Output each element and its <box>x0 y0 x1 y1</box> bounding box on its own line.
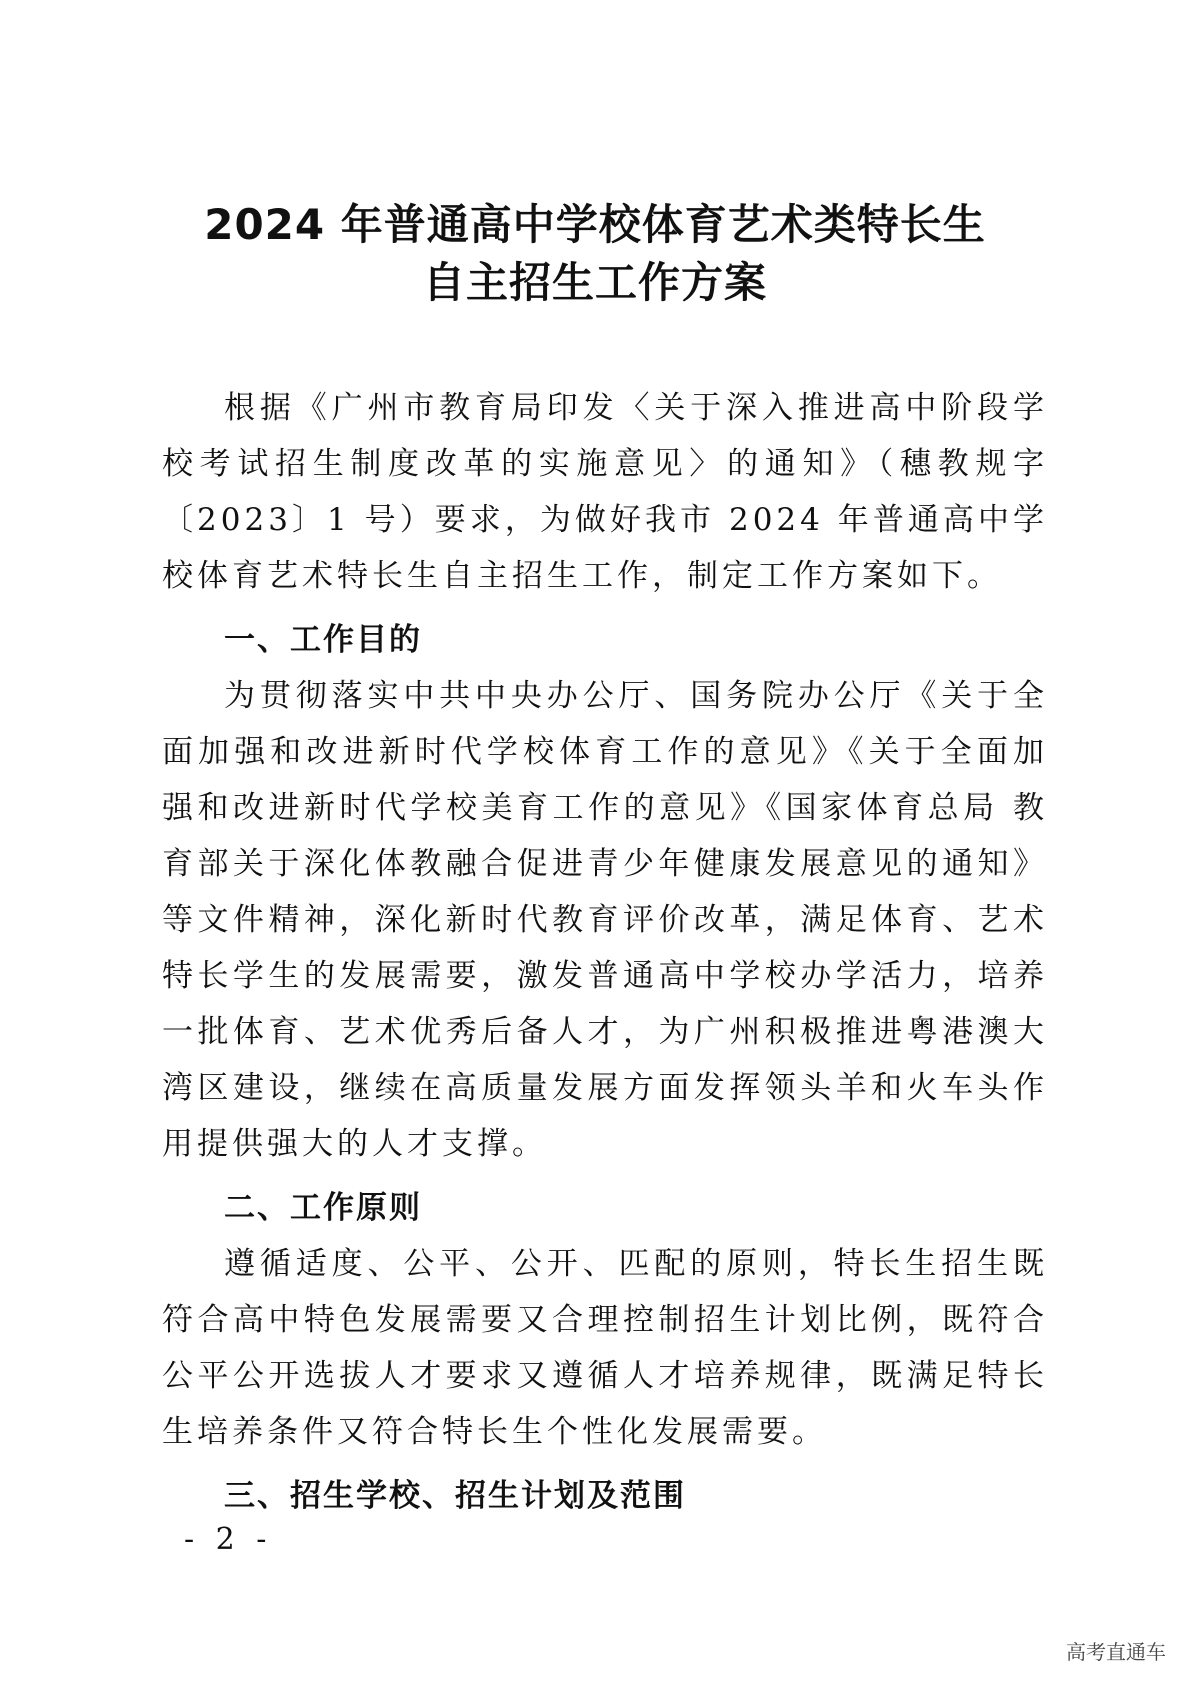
document-body <box>162 380 1048 1524</box>
section-heading-schools: 三、招生学校、招生计划及范围 <box>224 1478 686 1514</box>
section-text-purpose: 为贯彻落实中共中央办公厅、国务院办公厅《关于全面加强和改进新时代学校体育工作的意见》《关于全面加强和改进新时代学校美育工作的意见》《国家体育总局 教育部关于深化体教融合促进青少年健康发展意见的通知》等文件精神，深化新时代教育评价改革，满足体育、艺术特长学生的发展需要，激发普通高中学校办学活力，培养一批体育、艺术优秀后备人才，为广州积极推进粤港澳大湾区建设，继续在高质量发展方面发挥领头羊和火车头作用提供强大的人才支撑。 <box>162 678 1048 1162</box>
page-number: - 2 - <box>184 1522 273 1557</box>
document-title <box>0 196 1190 312</box>
title-line-1: 2024 年普通高中学校体育艺术类特长生 <box>204 200 986 249</box>
section-heading-purpose: 一、工作目的 <box>224 622 422 658</box>
section-text-principles: 遵循适度、公平、公开、匹配的原则，特长生招生既符合高中特色发展需要又合理控制招生计划比例，既符合公平公开选拔人才要求又遵循人才培养规律，既满足特长生培养条件又符合特长生个性化发展需要。 <box>162 1246 1048 1450</box>
intro-paragraph: 根据《广州市教育局印发〈关于深入推进高中阶段学校考试招生制度改革的实施意见〉的通知》（穗教规字〔2023〕1 号）要求，为做好我市 2024 年普通高中学校体育艺术特长生自主招生工作，制定工作方案如下。 <box>162 390 1048 594</box>
watermark: 高考直通车 <box>1066 1640 1166 1664</box>
title-line-2: 自主招生工作方案 <box>422 258 767 307</box>
section-heading-principles: 二、工作原则 <box>224 1190 422 1226</box>
